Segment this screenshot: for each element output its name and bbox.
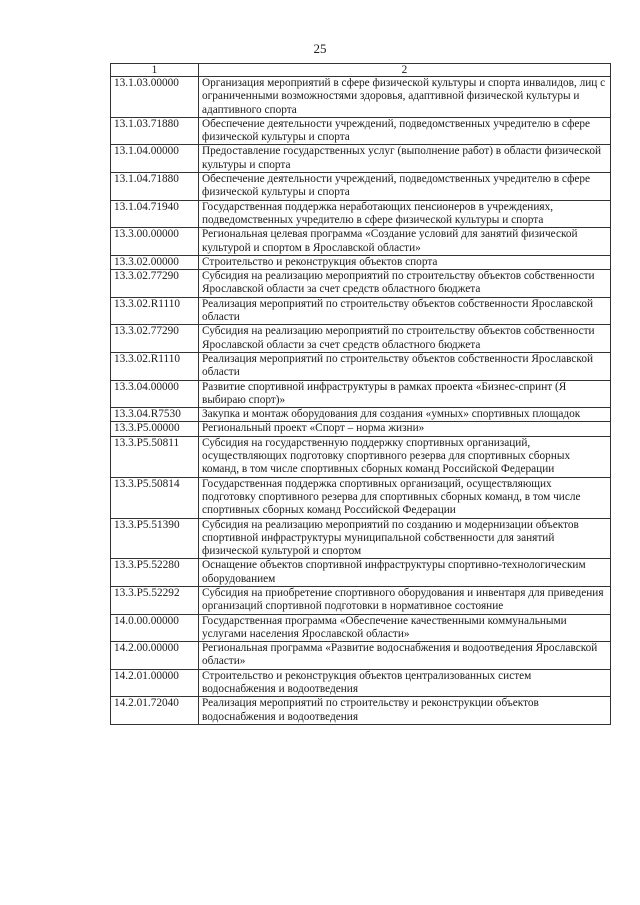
table-row — [111, 297, 611, 325]
description-cell: Развитие спортивной инфраструктуры в рамках проекта «Бизнес-спринт (Я выбираю спорт)» — [199, 380, 611, 408]
code-cell: 13.3.00.00000 — [111, 228, 199, 256]
description-cell: Субсидия на реализацию мероприятий по строительству объектов собственности Ярославской области за счет средств областного бюджета — [199, 325, 611, 353]
table-row — [111, 422, 611, 436]
code-cell: 13.1.03.71880 — [111, 117, 199, 145]
table-row — [111, 117, 611, 145]
table-row — [111, 228, 611, 256]
table-row — [111, 408, 611, 422]
description-cell: Субсидия на реализацию мероприятий по строительству объектов собственности Ярославской области за счет средств областного бюджета — [199, 270, 611, 298]
code-cell: 13.1.04.71880 — [111, 173, 199, 201]
table-row — [111, 352, 611, 380]
description-cell: Обеспечение деятельности учреждений, подведомственных учредителю в сфере физической культуры и спорта — [199, 173, 611, 201]
table-row — [111, 77, 611, 118]
description-cell: Региональный проект «Спорт – норма жизни» — [199, 422, 611, 436]
description-cell: Субсидия на приобретение спортивного оборудования и инвентаря для приведения организаций спортивной подготовки в нормативное состояние — [199, 586, 611, 614]
code-cell: 13.1.04.00000 — [111, 145, 199, 173]
column-header-1: 1 — [111, 64, 199, 77]
code-cell: 13.3.P5.51390 — [111, 518, 199, 559]
table-row — [111, 173, 611, 201]
table-row — [111, 436, 611, 477]
code-cell: 13.3.02.77290 — [111, 270, 199, 298]
table-row — [111, 380, 611, 408]
code-cell: 13.3.02.77290 — [111, 325, 199, 353]
code-cell: 13.3.P5.50811 — [111, 436, 199, 477]
code-cell: 14.2.01.72040 — [111, 697, 199, 725]
table-row — [111, 477, 611, 518]
code-cell: 14.2.01.00000 — [111, 669, 199, 697]
description-cell: Региональная целевая программа «Создание условий для занятий физической культурой и спортом в Ярославской области» — [199, 228, 611, 256]
description-cell: Закупка и монтаж оборудования для создания «умных» спортивных площадок — [199, 408, 611, 422]
description-cell: Региональная программа «Развитие водоснабжения и водоотведения Ярославской области» — [199, 642, 611, 670]
table-row — [111, 697, 611, 725]
table-row — [111, 200, 611, 228]
code-cell: 13.3.P5.52280 — [111, 559, 199, 587]
code-cell: 14.0.00.00000 — [111, 614, 199, 642]
code-cell: 13.3.02.00000 — [111, 255, 199, 269]
description-cell: Обеспечение деятельности учреждений, подведомственных учредителю в сфере физической культуры и спорта — [199, 117, 611, 145]
code-cell: 13.3.04.R7530 — [111, 408, 199, 422]
table-row — [111, 586, 611, 614]
table-row — [111, 669, 611, 697]
description-cell: Государственная поддержка неработающих пенсионеров в учреждениях, подведомственных учредителю в сфере физической культуры и спорта — [199, 200, 611, 228]
code-cell: 13.1.04.71940 — [111, 200, 199, 228]
table-row — [111, 145, 611, 173]
description-cell: Государственная программа «Обеспечение качественными коммунальными услугами населения Ярославской области» — [199, 614, 611, 642]
code-cell: 13.3.02.R1110 — [111, 352, 199, 380]
code-cell: 13.3.P5.00000 — [111, 422, 199, 436]
table-row — [111, 614, 611, 642]
table-header-row — [111, 64, 611, 77]
table-row — [111, 518, 611, 559]
code-cell: 13.3.04.00000 — [111, 380, 199, 408]
description-cell: Субсидия на государственную поддержку спортивных организаций, осуществляющих подготовку спортивного резерва для спортивных сборных команд, в том числе спортивных сборных команд Российской Федерации — [199, 436, 611, 477]
description-cell: Реализация мероприятий по строительству и реконструкции объектов водоснабжения и водоотведения — [199, 697, 611, 725]
budget-codes-table — [110, 63, 611, 725]
description-cell: Государственная поддержка спортивных организаций, осуществляющих подготовку спортивного резерва для спортивных сборных команд, в том числе спортивных сборных команд Российской Федерации — [199, 477, 611, 518]
description-cell: Субсидия на реализацию мероприятий по созданию и модернизации объектов спортивной инфраструктуры муниципальной собственности для занятий физической культурой и спортом — [199, 518, 611, 559]
description-cell: Реализация мероприятий по строительству объектов собственности Ярославской области — [199, 352, 611, 380]
table-row — [111, 255, 611, 269]
description-cell: Реализация мероприятий по строительству объектов собственности Ярославской области — [199, 297, 611, 325]
description-cell: Предоставление государственных услуг (выполнение работ) в области физической культуры и спорта — [199, 145, 611, 173]
page-number: 25 — [313, 41, 327, 56]
code-cell: 13.3.P5.50814 — [111, 477, 199, 518]
code-cell: 13.3.02.R1110 — [111, 297, 199, 325]
table-row — [111, 270, 611, 298]
description-cell: Строительство и реконструкция объектов спорта — [199, 255, 611, 269]
column-header-2: 2 — [199, 64, 611, 77]
code-cell: 14.2.00.00000 — [111, 642, 199, 670]
table-row — [111, 642, 611, 670]
description-cell: Оснащение объектов спортивной инфраструктуры спортивно-технологическим оборудованием — [199, 559, 611, 587]
table-row — [111, 559, 611, 587]
table-body — [111, 77, 611, 725]
description-cell: Организация мероприятий в сфере физической культуры и спорта инвалидов, лиц с ограниченными возможностями здоровья, адаптивной физической культуры и адаптивного спорта — [199, 77, 611, 118]
description-cell: Строительство и реконструкция объектов централизованных систем водоснабжения и водоотведения — [199, 669, 611, 697]
table-row — [111, 325, 611, 353]
code-cell: 13.1.03.00000 — [111, 77, 199, 118]
code-cell: 13.3.P5.52292 — [111, 586, 199, 614]
